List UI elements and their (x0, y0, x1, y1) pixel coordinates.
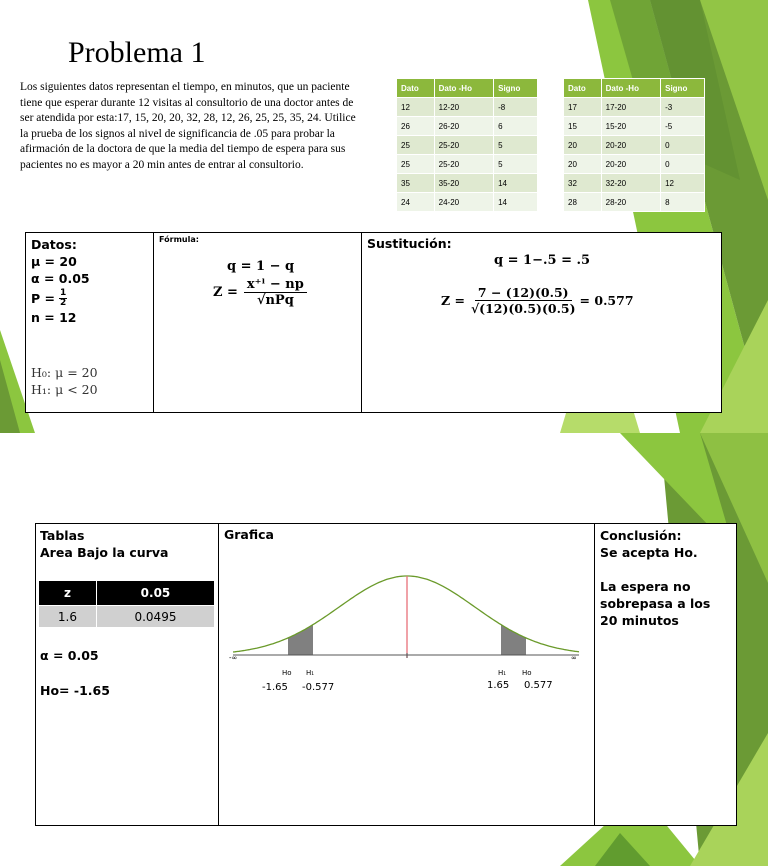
data-table-right (563, 78, 705, 212)
conclusion-heading: Conclusión: (600, 528, 682, 543)
null-hypothesis: H₀: μ = 20 (31, 365, 98, 380)
right-tail-area (501, 625, 526, 655)
table-cell: 25 (397, 136, 435, 155)
p-numerator: 1 (60, 287, 67, 298)
sustitucion-z-den: √(12)(0.5)(0.5) (470, 301, 576, 316)
divider (361, 232, 362, 412)
table-cell: 35 (397, 174, 435, 193)
table-cell: 28-20 (601, 193, 660, 212)
left-infinity: -∞ (229, 654, 238, 662)
table-row (397, 193, 538, 212)
table-cell: 32-20 (601, 174, 660, 193)
left-h1-label: H₁ (306, 669, 315, 677)
table-cell: 28 (564, 193, 602, 212)
table-row (564, 98, 705, 117)
p-fraction (59, 289, 67, 308)
table-cell: 25 (397, 155, 435, 174)
table-cell: -8 (494, 98, 538, 117)
tablas-section (40, 527, 168, 561)
conclusion-section (600, 527, 730, 629)
alt-hypothesis: H₁: μ < 20 (31, 382, 98, 397)
left-tail-area (288, 625, 313, 655)
datos-heading: Datos: (31, 237, 77, 252)
col-header: Signo (494, 79, 538, 98)
table-cell: 24-20 (434, 193, 493, 212)
sustitucion-z-label: Z = (441, 293, 465, 308)
z-cell: 1.6 (39, 606, 97, 628)
sustitucion-z-num: 7 − (12)(0.5) (475, 285, 572, 301)
grafica-heading: Grafica (224, 527, 274, 542)
formula-q: q = 1 − q (227, 259, 295, 274)
table-row (564, 136, 705, 155)
table-cell: -5 (661, 117, 705, 136)
alpha-value: α = 0.05 (31, 271, 90, 286)
normal-curve (233, 576, 579, 652)
table-row (397, 155, 538, 174)
table-cell: 20-20 (601, 155, 660, 174)
right-infinity: ∞ (571, 654, 577, 662)
col-header: Signo (661, 79, 705, 98)
solution-box (25, 232, 722, 413)
z-header: z (39, 581, 97, 606)
table-cell: 5 (494, 155, 538, 174)
slide-2 (0, 433, 768, 866)
formula-z-num: x⁺ˡ − np (244, 277, 307, 293)
col-header: Dato (397, 79, 435, 98)
table-cell: 12-20 (434, 98, 493, 117)
table-cell: 32 (564, 174, 602, 193)
z-cell: 0.0495 (96, 606, 214, 628)
table-cell: 5 (494, 136, 538, 155)
table-cell: 6 (494, 117, 538, 136)
table-cell: 26 (397, 117, 435, 136)
table-cell: 14 (494, 174, 538, 193)
table-cell: 24 (397, 193, 435, 212)
normal-curve-graph (219, 563, 593, 663)
z-table (38, 580, 215, 628)
table-cell: 15 (564, 117, 602, 136)
left-critical-value: -1.65 (262, 682, 288, 693)
tablas-alpha: α = 0.05 (40, 648, 99, 663)
col-header: Dato -Ho (601, 79, 660, 98)
table-cell: -3 (661, 98, 705, 117)
table-cell: 12 (397, 98, 435, 117)
right-critical-value: 1.65 (487, 680, 510, 691)
hypotheses (31, 364, 98, 398)
divider (594, 523, 595, 825)
tablas-heading: Tablas (40, 528, 85, 543)
p-value (31, 287, 90, 309)
conclusion-line2: La espera no sobrepasa a los 20 minutos (600, 579, 711, 628)
table-cell: 25-20 (434, 155, 493, 174)
col-header: Dato -Ho (434, 79, 493, 98)
sustitucion-q: q = 1−.5 = .5 (494, 253, 591, 268)
table-cell: 0 (661, 155, 705, 174)
sustitucion-z (441, 285, 634, 316)
table-cell: 26-20 (434, 117, 493, 136)
table-cell: 25-20 (434, 136, 493, 155)
formula-z-fraction (244, 277, 307, 308)
left-z-value: -0.577 (302, 682, 335, 693)
page-title: Problema 1 (68, 36, 206, 69)
sustitucion-z-result: = 0.577 (579, 293, 634, 308)
table-cell: 20 (564, 155, 602, 174)
data-table-left (396, 78, 538, 212)
z-header: 0.05 (96, 581, 214, 606)
table-row (397, 98, 538, 117)
table-cell: 14 (494, 193, 538, 212)
sustitucion-heading: Sustitución: (367, 236, 452, 251)
mu-value: μ = 20 (31, 254, 77, 269)
tablas-subheading: Area Bajo la curva (40, 545, 169, 560)
table-row (397, 174, 538, 193)
right-z-value: 0.577 (524, 680, 553, 691)
divider (153, 232, 154, 412)
datos-section (31, 236, 90, 326)
table-cell: 8 (661, 193, 705, 212)
formula-z-den: √nPq (256, 293, 294, 308)
right-ho-label: Ho (522, 669, 532, 677)
table-cell: 35-20 (434, 174, 493, 193)
table-cell: 20-20 (601, 136, 660, 155)
left-ho-label: Ho (282, 669, 292, 677)
conclusion-line1: Se acepta Ho. (600, 545, 698, 560)
right-h1-label: H₁ (498, 669, 507, 677)
formula-heading: Fórmula: (159, 235, 199, 244)
table-cell: 17-20 (601, 98, 660, 117)
sustitucion-z-fraction (471, 285, 576, 316)
table-row (397, 117, 538, 136)
table-cell: 12 (661, 174, 705, 193)
col-header: Dato (564, 79, 602, 98)
formula-z (213, 277, 307, 308)
formula-z-label: Z = (213, 285, 238, 300)
p-denominator: 2 (60, 297, 67, 308)
table-cell: 17 (564, 98, 602, 117)
table-row (564, 193, 705, 212)
table-row (564, 155, 705, 174)
table-row (397, 136, 538, 155)
table-cell: 15-20 (601, 117, 660, 136)
table-cell: 0 (661, 136, 705, 155)
table-cell: 20 (564, 136, 602, 155)
p-label: P = (31, 290, 55, 306)
n-value: n = 12 (31, 310, 77, 325)
table-row (564, 174, 705, 193)
table-row (564, 117, 705, 136)
problem-statement: Los siguientes datos representan el tiempo, en minutos, que un paciente tiene que esperar durante 12 visitas al consultorio de una doctor antes de ser atendida por esta:17, 15, 20, 20, 32, 28, 12, 26, 25, 25, 35, 24. Utilice la prueba de los signos al nivel de significancia de .05 para probar la afirmación de la doctora de que la media del tiempo de espera para sus pacientes no es mayor a 20 min antes de entrar al consultorio. (20, 81, 356, 171)
tablas-ho: Ho= -1.65 (40, 683, 110, 698)
